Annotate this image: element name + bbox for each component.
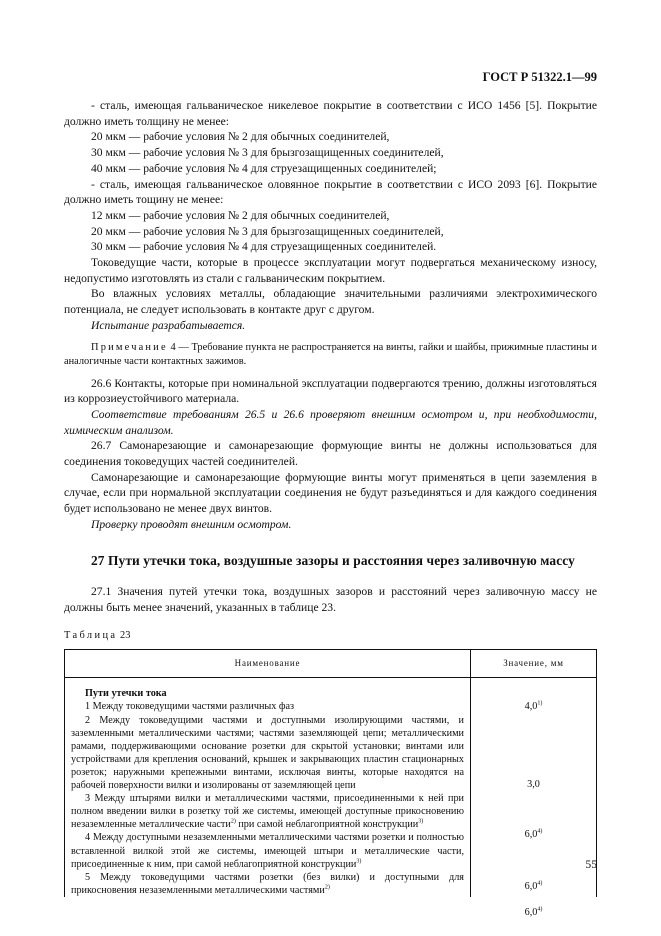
footnote-ref: 2) bbox=[324, 884, 330, 891]
table-header-row bbox=[65, 650, 597, 678]
row-3-tail: при самой неблагоприятной конструкции bbox=[235, 819, 419, 831]
footnote-ref: 2) bbox=[230, 818, 236, 825]
verification-statement: Проверку проводят внешним осмотром. bbox=[91, 517, 292, 531]
table-number: 23 bbox=[117, 629, 131, 641]
paragraph: Самонарезающие и самонарезающие формующие винты могут применяться в цепи заземления в случае, если при нормальной эксплуатации соединения не будут разъединяться и для каждого соединения будет использовано не менее двух винтов. bbox=[64, 470, 597, 516]
value-4: 6,0$^{4)}$ bbox=[524, 881, 543, 893]
table-row bbox=[65, 678, 597, 897]
footnote-ref: 3) bbox=[418, 818, 424, 825]
value-cell bbox=[471, 678, 597, 919]
row-1-text: 1 Между токоведущими частями различных фаз bbox=[85, 701, 295, 713]
page-number: 55 bbox=[585, 858, 597, 871]
list-item: 12 мкм — рабочие условия № 2 для обычных соединителей, bbox=[91, 208, 390, 222]
thickness-list bbox=[64, 208, 597, 255]
note-text: 4 — Требование пункта не распространяется на винты, гайки и шайбы, прижимные пластины и аналогичные части контактных зажимов. bbox=[64, 341, 597, 367]
list-item: 20 мкм — рабочие условия № 2 для обычных соединителей, bbox=[91, 130, 390, 144]
section-heading: 27 Пути утечки тока, воздушные зазоры и расстояния через заливочную массу bbox=[91, 552, 575, 568]
note-label: Примечание bbox=[91, 341, 168, 353]
verification-statement: Соответствие требованиям 26.5 и 26.6 проверяют внешним осмотром и, при необходимости, химическим анализом. bbox=[64, 407, 597, 437]
note bbox=[64, 341, 597, 369]
document-header: ГОСТ Р 51322.1—99 bbox=[482, 70, 597, 84]
row-4-text bbox=[71, 831, 464, 870]
value-1: 4,0$^{1)}$ bbox=[524, 701, 543, 713]
row-5-text bbox=[71, 871, 464, 897]
row-2-text: 2 Между токоведущими частями и доступными изолирующими частями, и заземленными металлическими частями; частями заземляющей цепи; металлическими рамами, поддерживающими основание розетки для скрытой установки; винтами или устройствами для крепления оснований, крышек и закрывающих пластин стационарных розеток; наружными крепежными винтами, исключая винты, которые находятся на рабочей поверхности вилки и изолированы от заземляющей цепи bbox=[71, 714, 464, 792]
paragraph: Во влажных условиях металлы, обладающие значительными различиями электрохимического потенциала, не следует использовать в контакте друг с другом. bbox=[64, 287, 597, 317]
table-caption bbox=[64, 628, 597, 644]
clause-26-6: 26.6 Контакты, которые при номинальной эксплуатации подвергаются трению, должны изготовляться из коррозиеустойчивого материала. bbox=[64, 376, 597, 406]
row-3-text bbox=[71, 792, 464, 831]
list-item: 30 мкм — рабочие условия № 3 для брызгозащищенных соединителей, bbox=[91, 146, 444, 160]
table-23 bbox=[64, 649, 597, 919]
paragraph: - сталь, имеющая гальваническое никелевое покрытие в соответствии с ИСО 1456 [5]. Покрытие должно иметь толщину не менее: bbox=[64, 99, 597, 128]
list-item: 30 мкм — рабочие условия № 4 для струезащищенных соединителей. bbox=[91, 240, 437, 254]
document-body bbox=[64, 98, 597, 919]
row-3-main: 3 Между штырями вилки и металлическими частями, присоединенными к ней при полном введении вилки в розетку той же системы, имеющей доступные прикосновению незаземленные металлические части bbox=[71, 793, 464, 831]
row-4-main: 4 Между доступными незаземленными металлическими частями розетки и полностью вставленной вилкой этой же системы, имеющей штыри и металлические части, присоединенные к ним, при самой неблагоприятной конструкции bbox=[71, 832, 464, 870]
value-3: 6,0$^{4)}$ bbox=[524, 829, 543, 841]
column-header-value: Значение, мм bbox=[471, 650, 597, 678]
name-cell bbox=[65, 678, 471, 897]
list-item: 40 мкм — рабочие условия № 4 для струезащищенных соединителей; bbox=[91, 161, 437, 175]
test-statement: Испытание разрабатывается. bbox=[91, 318, 246, 332]
paragraph: - сталь, имеющая гальваническое оловянное покрытие в соответствии с ИСО 2093 [6]. Покрытие должно иметь тощину не менее: bbox=[64, 177, 597, 207]
clause-27-1: 27.1 Значения путей утечки тока, воздушных зазоров и расстояний через заливочную массу не должны быть менее значений, указанных в таблице 23. bbox=[64, 585, 597, 614]
table-label: Таблица bbox=[64, 629, 118, 641]
row-5-main: 5 Между токоведущими частями розетки (без вилки) и доступными для прикосновения незаземленными металлическими частями bbox=[71, 871, 464, 896]
value-2: 3,0 bbox=[527, 779, 540, 791]
value-5: 6,0$^{4)}$ bbox=[524, 907, 543, 919]
list-item: 20 мкм — рабочие условия № 3 для брызгозащищенных соединителей, bbox=[91, 224, 444, 238]
clause-26-7: 26.7 Самонарезающие и самонарезающие формующие винты не должны использоваться для соединения токоведущих частей соединителей. bbox=[64, 439, 597, 469]
column-header-name: Наименование bbox=[65, 650, 471, 678]
footnote-ref: 3) bbox=[356, 858, 362, 865]
thickness-list bbox=[64, 129, 597, 176]
paragraph: Токоведущие части, которые в процессе эксплуатации могут подвергаться механическому износу, недопустимо изготовлять из стали с гальваническим покрытием. bbox=[64, 256, 597, 285]
group-heading: Пути утечки тока bbox=[85, 688, 167, 700]
